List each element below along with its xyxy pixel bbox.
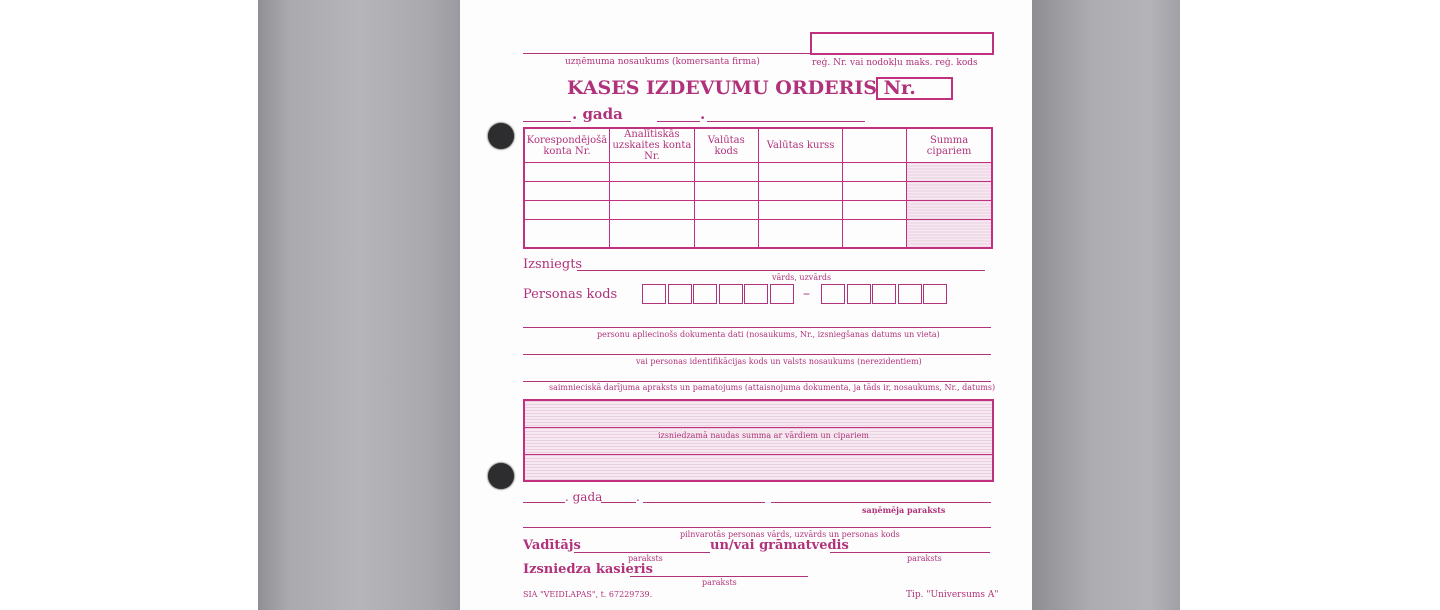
personal-code-digit-box[interactable] (847, 284, 871, 304)
reg-caption: reģ. Nr. vai nodokļu maks. reģ. kods (812, 58, 978, 68)
personal-code-digit-box[interactable] (642, 284, 666, 304)
type-footer: Tip. "Universums A" (906, 590, 999, 600)
month-line[interactable] (707, 121, 865, 122)
col-header: Analītiskās uzskaites konta Nr. (609, 128, 694, 163)
personal-code-digit-box[interactable] (872, 284, 896, 304)
personal-code-digit-box[interactable] (693, 284, 717, 304)
personal-code-digit-box[interactable] (744, 284, 768, 304)
scan-background-left (258, 0, 460, 610)
accounts-table (523, 127, 993, 249)
col-header: Valūtas kurss (758, 128, 843, 163)
receiver-day-line[interactable] (601, 502, 636, 503)
day-line[interactable] (657, 121, 700, 122)
receiver-year-line[interactable] (523, 502, 565, 503)
transaction-line[interactable] (523, 381, 991, 382)
personal-code-digit-box[interactable] (668, 284, 692, 304)
col-header: Korespondējošā konta Nr. (524, 128, 609, 163)
manager-signature-line[interactable] (574, 552, 710, 553)
receiver-gada-label: . gada (565, 490, 603, 504)
personal-code-digit-box[interactable] (898, 284, 922, 304)
manager-label: Vadītājs (523, 538, 581, 553)
cashier-label: Izsniedza kasieris (523, 562, 653, 577)
form-title: KASES IZDEVUMU ORDERIS Nr. (567, 77, 916, 99)
issued-caption: vārds, uzvārds (772, 273, 832, 282)
binder-hole-bottom-icon (488, 463, 514, 489)
amount-caption: izsniedzamā naudas summa ar vārdiem un cipariem (658, 431, 869, 440)
receiver-dot-label: . (636, 490, 640, 504)
dot-label: . (700, 105, 706, 123)
personal-code-digit-box[interactable] (923, 284, 947, 304)
issued-label: Izsniegts (523, 257, 583, 272)
accountant-label: un/vai grāmatvedis (710, 538, 849, 553)
cash-order-form (460, 0, 1032, 610)
amount-divider-1 (525, 427, 992, 428)
id-code-line[interactable] (523, 354, 991, 355)
company-name-line[interactable] (523, 53, 810, 54)
printer-footer: SIA "VEIDLAPAS", t. 67229739. (523, 590, 653, 599)
table-header-row (524, 128, 992, 163)
year-line[interactable] (523, 121, 571, 122)
accountant-signature-line[interactable] (830, 552, 990, 553)
id-code-caption: vai personas identifikācijas kods un valsts nosaukums (nerezidentiem) (636, 357, 922, 366)
manager-paraksts-caption: paraksts (628, 554, 663, 563)
reg-number-box[interactable] (810, 32, 994, 55)
col-header: Valūtas kods (694, 128, 758, 163)
receiver-signature-line[interactable] (771, 502, 991, 503)
authorized-caption: pilnvarotās personas vārds, uzvārds un personas kods (680, 530, 900, 539)
cashier-signature-line[interactable] (630, 576, 808, 577)
col-header: Summa cipariem (907, 128, 992, 163)
personal-code-dash: – (803, 286, 810, 302)
authorized-person-line[interactable] (523, 527, 991, 528)
table-row[interactable] (524, 163, 992, 182)
gada-label: . gada (572, 105, 623, 123)
personal-code-digit-box[interactable] (821, 284, 845, 304)
personal-code-digit-box[interactable] (719, 284, 743, 304)
scan-background-right (1032, 0, 1180, 610)
table-row[interactable] (524, 201, 992, 220)
binder-hole-top-icon (488, 123, 514, 149)
order-number-box[interactable] (876, 77, 953, 100)
receiver-signature-caption: saņēmēja paraksts (862, 505, 946, 515)
personal-code-digit-box[interactable] (770, 284, 794, 304)
doc-data-caption: personu apliecinošs dokumenta dati (nosaukums, Nr., izsniegšanas datums un vieta) (597, 330, 940, 339)
personal-code-label: Personas kods (523, 287, 618, 302)
accountant-paraksts-caption: paraksts (907, 554, 942, 563)
amount-box[interactable] (523, 399, 994, 482)
transaction-caption: saimnieciskā darījuma apraksts un pamatojums (attaisnojuma dokumenta, ja tāds ir, nosaukums, Nr., datums) (549, 383, 996, 392)
issued-name-line[interactable] (577, 270, 985, 271)
amount-divider-2 (525, 454, 992, 455)
table-row[interactable] (524, 220, 992, 249)
receiver-month-line[interactable] (643, 502, 765, 503)
cashier-paraksts-caption: paraksts (702, 578, 737, 587)
col-header (843, 128, 907, 163)
table-row[interactable] (524, 182, 992, 201)
doc-data-line[interactable] (523, 327, 991, 328)
company-caption: uzņēmuma nosaukums (komersanta firma) (565, 57, 760, 67)
